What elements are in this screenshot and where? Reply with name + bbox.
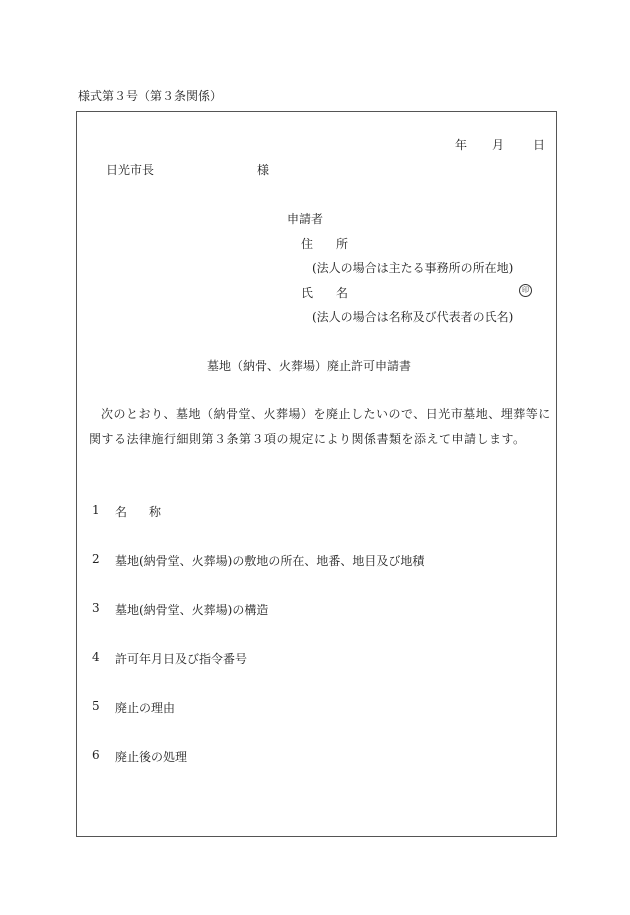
form-number: 様式第３号（第３条関係） bbox=[78, 89, 223, 103]
addressee-name: 日光市長 bbox=[106, 163, 155, 177]
item-number-5: 5 bbox=[92, 699, 100, 713]
body-paragraph: 次のとおり、墓地（納骨堂、火葬場）を廃止したいので、日光市墓地、埋葬等に関する法律施行細則第３条第３項の規定により関係書類を添えて申請します。 bbox=[89, 407, 551, 446]
document-title: 墓地（納骨、火葬場）廃止許可申請書 bbox=[207, 359, 412, 373]
date-month-label: 月 bbox=[492, 138, 505, 152]
name-label-1: 氏 bbox=[301, 286, 314, 300]
date-day-label: 日 bbox=[533, 138, 546, 152]
address-note: (法人の場合は主たる事務所の所在地) bbox=[312, 261, 514, 275]
item-label-4: 許可年月日及び指令番号 bbox=[115, 652, 248, 666]
address-label-1: 住 bbox=[301, 237, 314, 251]
date-year-label: 年 bbox=[455, 138, 468, 152]
item-label-6: 廃止後の処理 bbox=[115, 750, 188, 764]
item-label-2: 墓地(納骨堂、火葬場)の敷地の所在、地番、地目及び地積 bbox=[115, 554, 425, 568]
addressee-honorific: 様 bbox=[257, 163, 270, 177]
item-label-1: 名称 bbox=[115, 505, 184, 519]
applicant-label: 申請者 bbox=[287, 212, 324, 226]
address-label-2: 所 bbox=[336, 237, 349, 251]
item-number-3: 3 bbox=[92, 601, 100, 615]
item-number-2: 2 bbox=[92, 552, 100, 566]
name-note: (法人の場合は名称及び代表者の氏名) bbox=[312, 310, 514, 324]
item-number-4: 4 bbox=[92, 650, 100, 664]
seal-icon: 印 bbox=[519, 284, 532, 297]
item-label-3: 墓地(納骨堂、火葬場)の構造 bbox=[115, 603, 269, 617]
item-number-1: 1 bbox=[92, 503, 100, 517]
name-label-2: 名 bbox=[336, 286, 349, 300]
item-number-6: 6 bbox=[92, 748, 100, 762]
item-label-5: 廃止の理由 bbox=[115, 701, 176, 715]
